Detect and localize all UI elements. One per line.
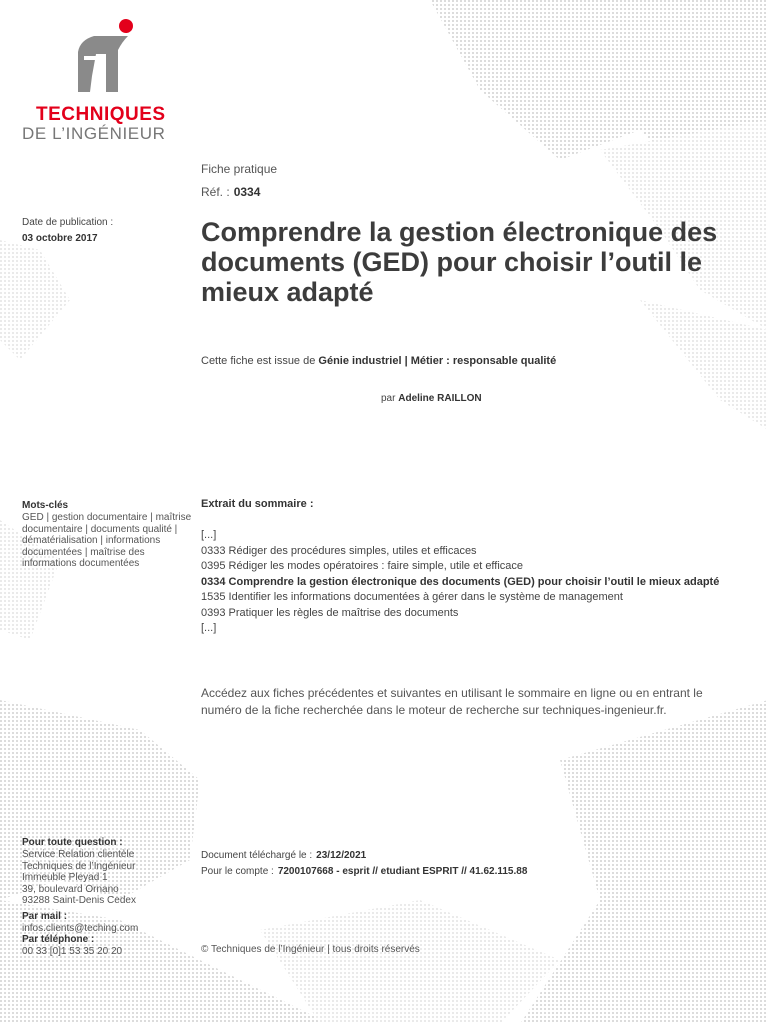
summary-item[interactable]: 1535 Identifier les informations documentées à gérer dans le système de management [201, 591, 623, 603]
author-name: Adeline RAILLON [398, 393, 482, 404]
reference-label: Réf. : [201, 185, 230, 199]
issue-source: Génie industriel | Métier : responsable qualité [318, 355, 557, 367]
keywords-label: Mots-clés [22, 500, 69, 511]
contact-line: Immeuble Pleyad 1 [22, 872, 108, 883]
brand-name-line1: TECHNIQUES [36, 104, 166, 125]
author-line [381, 393, 482, 404]
access-instructions: Accédez aux fiches précédentes et suivantes en utilisant le sommaire en ligne ou en entrant le numéro de la fiche recherchée dans le moteur de recherche sur techniques-ingenieur.fr. [201, 686, 703, 717]
summary-item[interactable]: 0333 Rédiger des procédures simples, utiles et efficaces [201, 544, 477, 557]
reference-number: 0334 [233, 185, 261, 199]
download-info [201, 848, 527, 880]
brand-logo-icon [70, 18, 142, 96]
contact-line: 93288 Saint-Denis Cedex [22, 895, 136, 906]
phone-label: Par téléphone : [22, 934, 95, 945]
contact-question-label: Pour toute question : [22, 837, 123, 848]
account-value: 7200107668 - esprit // etudiant ESPRIT // 41.62.115.88 [277, 866, 528, 877]
copyright: © Techniques de l’Ingénieur | tous droits réservés [201, 944, 420, 955]
summary-item-current: 0334 Comprendre la gestion électronique des documents (GED) pour choisir l’outil le mieux adapté [201, 575, 720, 588]
page-title: Comprendre la gestion électronique des documents (GED) pour choisir l’outil le mieux adapté [201, 217, 718, 307]
keywords-list: GED | gestion documentaire | maîtrise documentaire | documents qualité | dématérialisation | informations documentées | maîtrise des informations documentées [22, 512, 192, 569]
brand-name-line2: DE L’INGÉNIEUR [22, 124, 166, 143]
phone-number: 00 33 [0]1 53 35 20 20 [22, 946, 123, 957]
mail-label: Par mail : [22, 911, 68, 922]
summary-item: [...] [201, 622, 217, 634]
publication-date-label: Date de publication : [22, 217, 114, 228]
author-prefix: par [381, 393, 396, 404]
mail-link[interactable]: infos.clients@teching.com [22, 923, 139, 934]
publication-date: 03 octobre 2017 [22, 233, 98, 244]
download-date: 23/12/2021 [316, 850, 367, 861]
account-label: Pour le compte : [201, 866, 274, 877]
summary-item[interactable]: 0395 Rédiger les modes opératoires : faire simple, utile et efficace [201, 560, 524, 572]
document-type: Fiche pratique [201, 162, 278, 176]
summary-label: Extrait du sommaire : [201, 498, 314, 510]
reference [201, 185, 260, 199]
contact-address [22, 849, 136, 907]
contact-line: Service Relation clientèle [22, 849, 135, 860]
issue-line [201, 355, 556, 367]
download-date-label: Document téléchargé le : [201, 850, 313, 861]
summary-list [201, 528, 721, 637]
issue-prefix: Cette fiche est issue de [201, 355, 316, 367]
contact-line: 39, boulevard Ornano [22, 883, 119, 895]
summary-item: [...] [201, 529, 217, 541]
contact-line: Techniques de l’Ingénieur [22, 860, 136, 872]
summary-item[interactable]: 0393 Pratiquer les règles de maîtrise des documents [201, 606, 459, 619]
